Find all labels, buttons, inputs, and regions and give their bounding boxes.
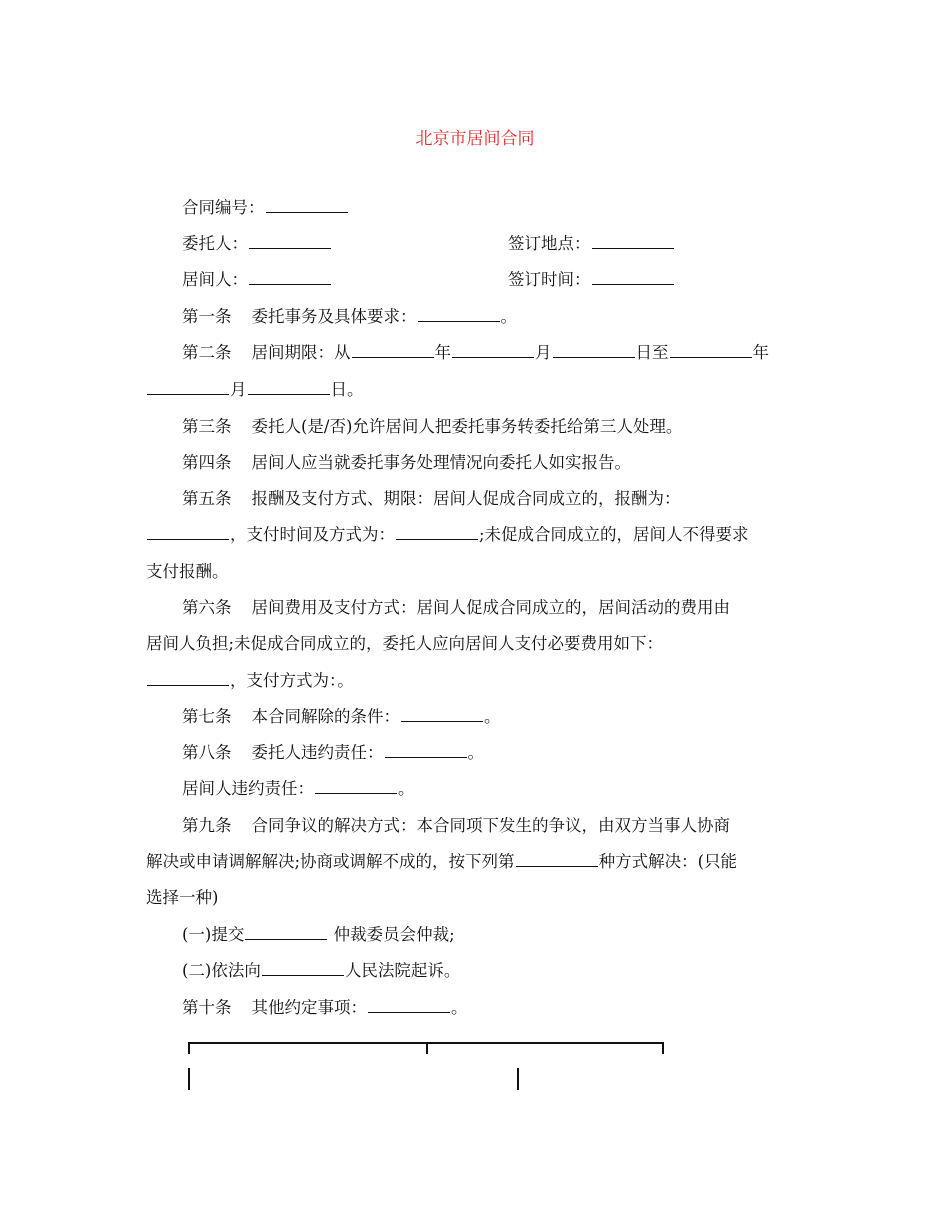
clause-end: 。 [451,998,468,1017]
blank-line [385,756,467,758]
broker-label: 居间人： [182,270,248,289]
clause-text: 委托人(是/否)允许居间人把委托事务转委托给第三人处理。 [251,417,683,436]
month-label: 月 [535,343,552,362]
sign-time-line [508,270,675,290]
clause-5-cont-2 [146,562,229,582]
clause-text: ，支付时间及方式为： [230,525,395,544]
clause-text: 解决或申请调解解决;协商或调解不成的，按下列第 [146,852,515,871]
table-left-tick [188,1042,190,1054]
table-mid-tick [426,1042,428,1054]
blank-line [401,720,483,722]
year-label: 年 [434,343,451,362]
clause-end: 。 [500,307,517,326]
clause-number: 第十条 [182,998,232,1017]
clause-7 [182,707,501,727]
blank-line [516,865,598,867]
clause-5 [182,489,681,509]
clause-number: 第三条 [182,417,232,436]
sign-time-label: 签订时间： [508,270,591,289]
clause-number: 第一条 [182,307,232,326]
sign-place-line [508,234,675,254]
blank-line [452,356,534,358]
sign-place-label: 签订地点： [508,234,591,253]
clause-6-cont-2 [146,671,354,691]
clause-6 [182,598,730,618]
clause-text: 支付报酬。 [146,562,229,581]
clause-text: 居间期限：从 [251,343,351,362]
client-label: 委托人： [182,234,248,253]
clause-8 [182,743,484,763]
clause-5-cont [146,525,749,545]
clause-text: 委托事务及具体要求： [251,307,417,326]
blank-line [249,283,331,285]
option-text: (二)依法向 [182,961,261,980]
blank-line [670,356,752,358]
clause-6-cont [146,634,663,654]
clause-number: 第八条 [182,743,232,762]
clause-text: 本合同解除的条件： [251,707,400,726]
clause-text: 种方式解决：(只能 [598,852,737,871]
blank-line [368,1011,450,1013]
blank-line [315,792,397,794]
option-text: 人民法院起诉。 [344,961,461,980]
table-mid-border [517,1068,519,1090]
clause-1 [182,307,517,327]
clause-2 [182,343,769,363]
clause-8-broker [182,779,415,799]
blank-line [418,320,500,322]
clause-text: 选择一种) [146,888,219,907]
broker-line [182,270,332,290]
clause-9-cont [146,852,737,872]
clause-number: 第九条 [182,816,232,835]
contract-number-label: 合同编号： [182,198,265,217]
client-line [182,234,332,254]
table-right-tick [662,1042,664,1054]
clause-number: 第六条 [182,598,232,617]
month-label: 月 [230,380,247,399]
blank-line [147,393,229,395]
blank-line [262,974,344,976]
option-2 [182,961,460,981]
clause-text: 报酬及支付方式、期限：居间人促成合同成立的，报酬为： [251,489,681,508]
blank-line [553,356,635,358]
blank-line [592,247,674,249]
clause-4 [182,453,631,473]
clause-end: 。 [467,743,484,762]
blank-line [147,538,229,540]
clause-text: 居间人应当就委托事务处理情况向委托人如实报告。 [251,453,631,472]
clause-text: 居间费用及支付方式：居间人促成合同成立的，居间活动的费用由 [251,598,730,617]
clause-number: 第七条 [182,707,232,726]
clause-text: ，支付方式为：。 [230,671,354,690]
blank-line [592,283,674,285]
clause-text: 居间人违约责任： [182,779,314,798]
option-1 [182,925,455,945]
clause-text: 居间人负担;未促成合同成立的，委托人应向居间人支付必要费用如下： [146,634,664,653]
blank-line [396,538,478,540]
clause-number: 第五条 [182,489,232,508]
contract-number-line [182,198,349,218]
clause-9 [182,816,730,836]
clause-end: 。 [484,707,501,726]
clause-10 [182,998,468,1018]
table-left-border [188,1068,190,1090]
document-title: 北京市居间合同 [415,129,535,149]
blank-line [352,356,434,358]
blank-line [249,247,331,249]
blank-line [248,393,330,395]
option-text: (一)提交 [182,925,245,944]
clause-text: 其他约定事项： [251,998,367,1017]
clause-end: 。 [398,779,415,798]
year-label: 年 [752,343,769,362]
clause-number: 第二条 [182,343,232,362]
clause-text: ;未促成合同成立的，居间人不得要求 [479,525,749,544]
clause-text: 委托人违约责任： [251,743,384,762]
option-text: 仲裁委员会仲裁; [333,925,455,944]
blank-line [245,938,327,940]
clause-3 [182,417,682,437]
blank-line [266,211,348,213]
clause-2-cont [146,380,364,400]
clause-text: 合同争议的解决方式：本合同项下发生的争议，由双方当事人协商 [251,816,730,835]
clause-number: 第四条 [182,453,232,472]
day-to-label: 日至 [635,343,669,362]
clause-9-cont-2 [146,888,218,908]
blank-line [147,684,229,686]
day-label: 日。 [330,380,364,399]
